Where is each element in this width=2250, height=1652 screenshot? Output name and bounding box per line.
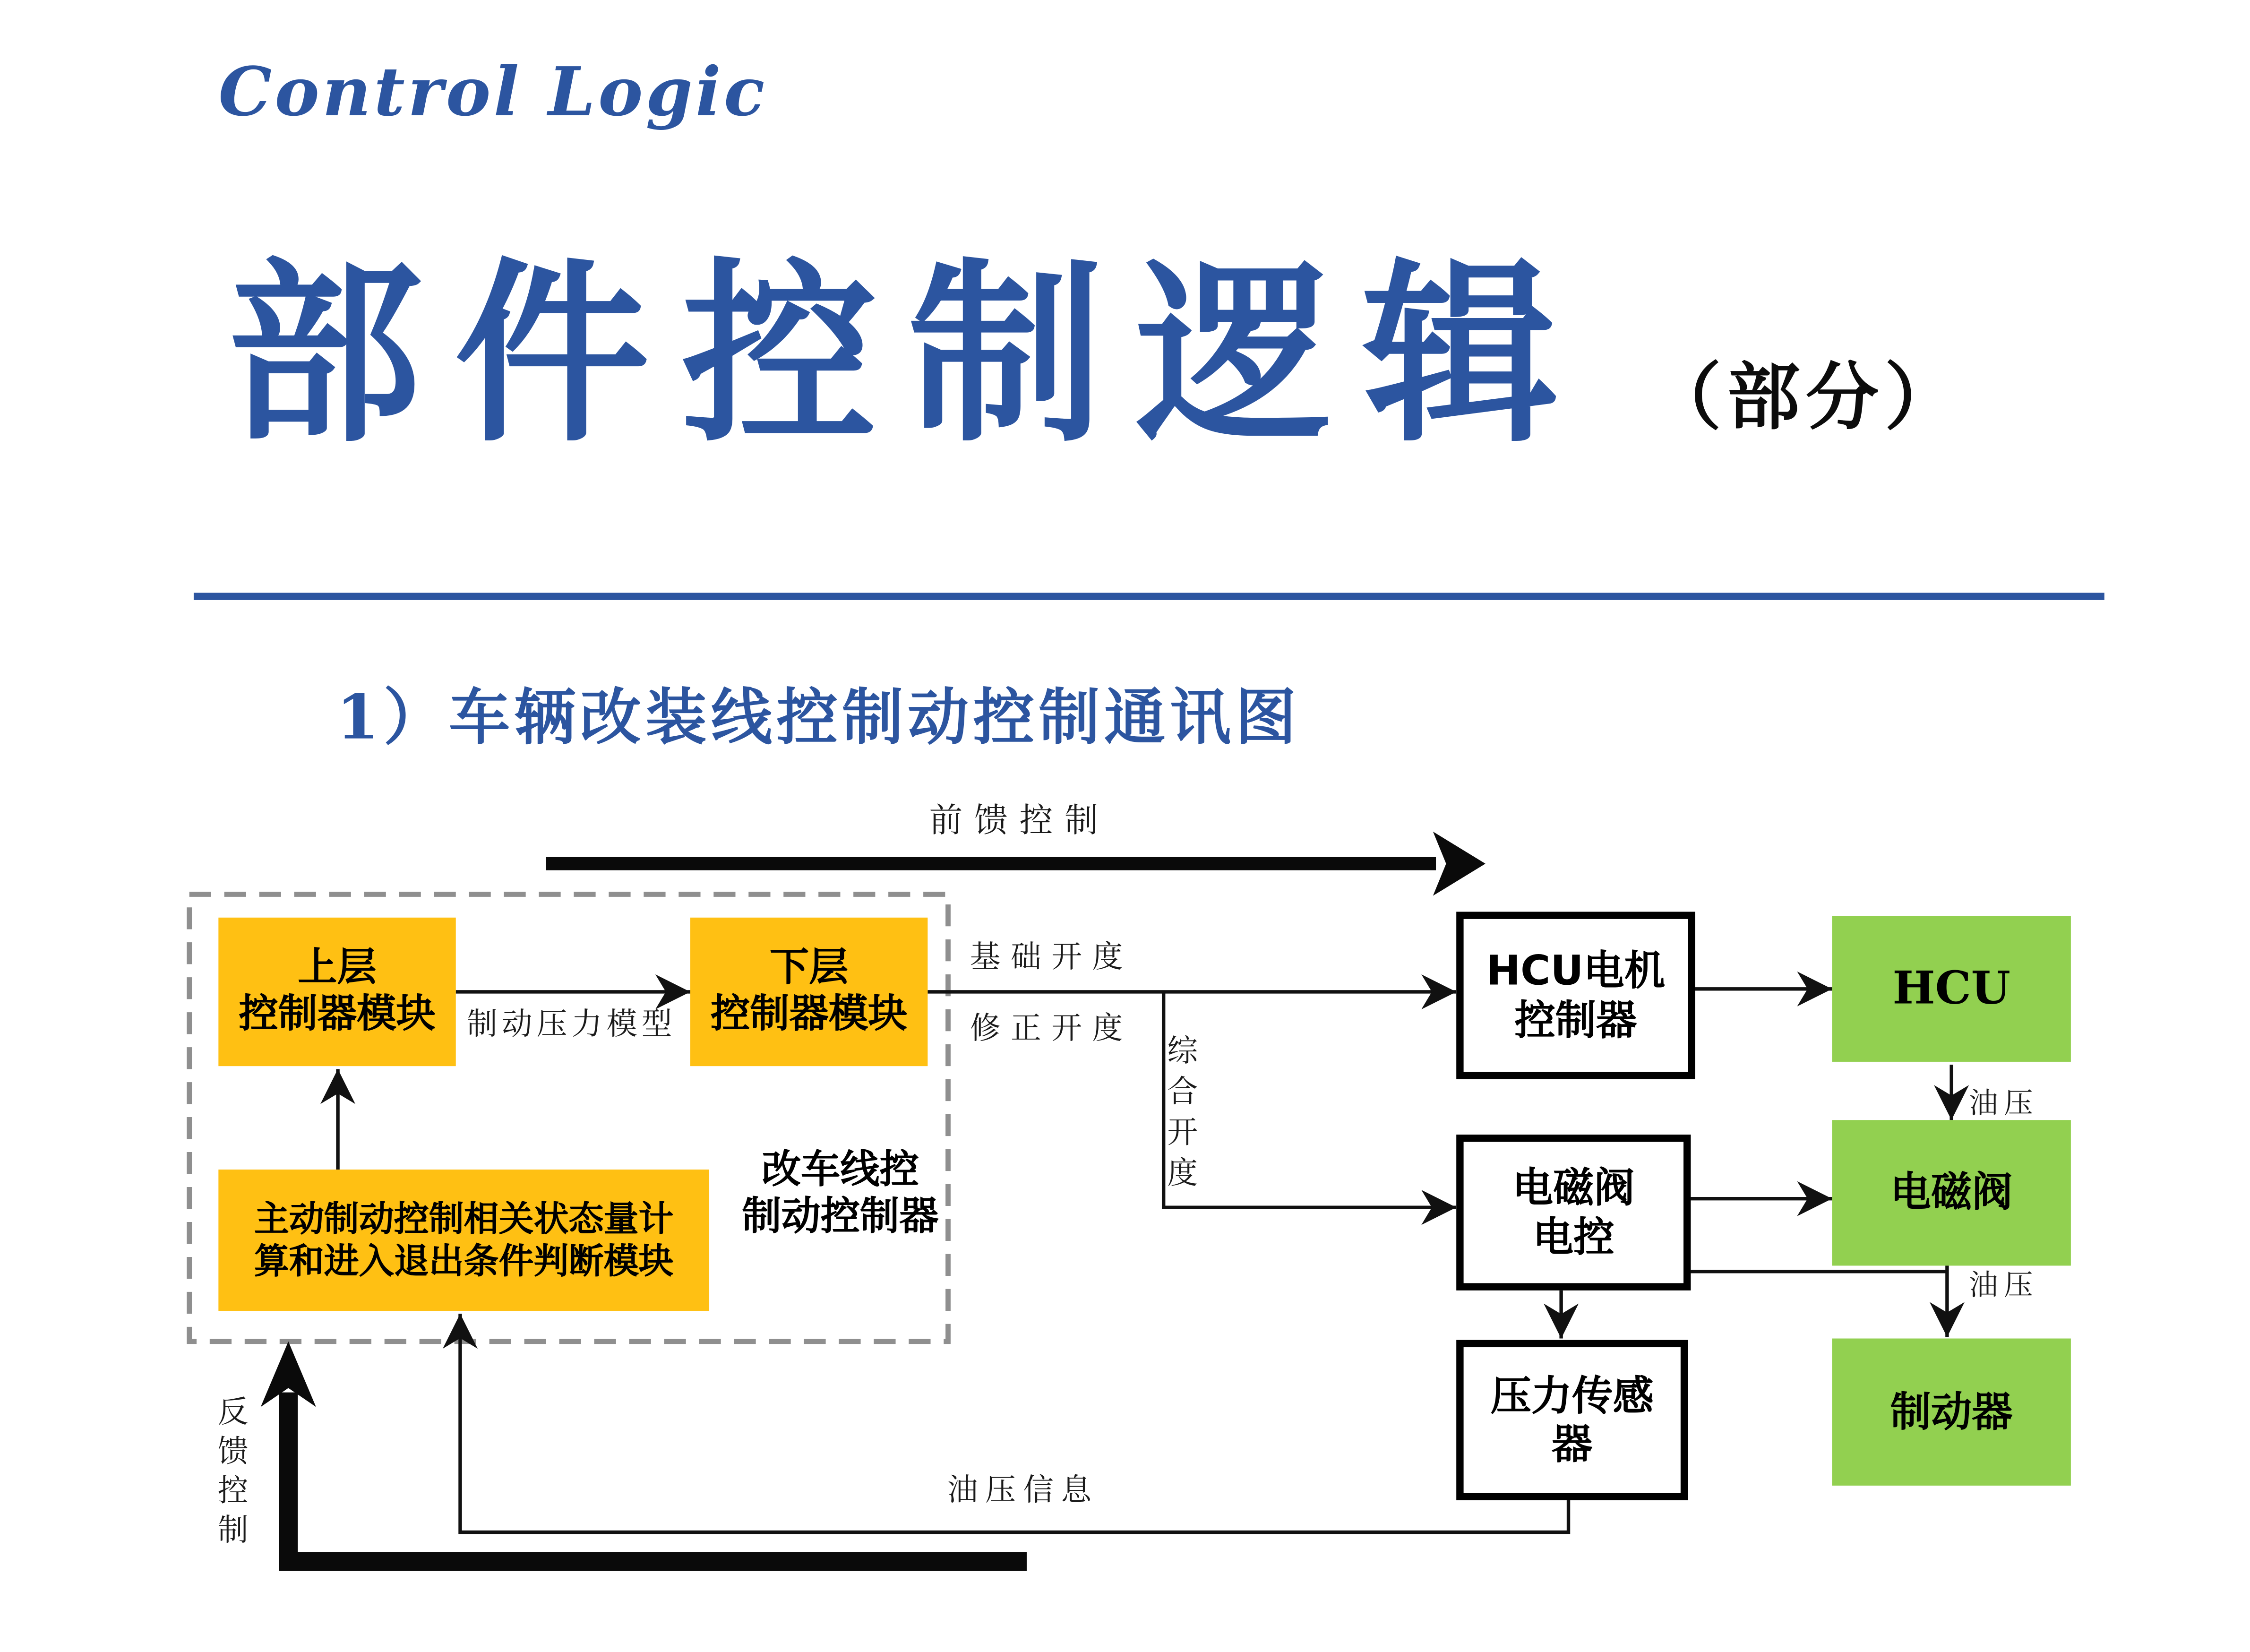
box-brake-line1: 制动器 — [1890, 1388, 2013, 1437]
box-hcu-motor-line1: HCU电机 — [1486, 947, 1666, 996]
section-heading: 1）车辆改装线控制动控制通讯图 — [336, 681, 1301, 753]
label-oil-pressure-to-valve: 油压 — [1969, 1085, 2039, 1120]
box-hcu-motor-line2: 控制器 — [1514, 995, 1637, 1044]
box-valve-ecu-line2: 电控 — [1532, 1212, 1615, 1261]
box-pressure-line2: 器 — [1552, 1420, 1593, 1468]
page-title-suffix: （部分） — [1649, 353, 1963, 440]
page-title-main: 部件控制逻辑 — [227, 239, 1590, 469]
box-valve-line1: 电磁阀 — [1890, 1169, 2013, 1217]
box-hcu-line1: HCU — [1892, 962, 2010, 1015]
box-state-line1: 主动制动控制相关状态量计 — [254, 1199, 674, 1240]
box-lower-controller — [690, 918, 927, 1066]
label-oil-pressure-info: 油压信息 — [947, 1472, 1099, 1508]
dashed-group-label — [716, 1148, 964, 1242]
box-upper-line2: 控制器模块 — [239, 991, 436, 1037]
box-valve-ecu-line1: 电磁阀 — [1512, 1164, 1635, 1213]
box-hcu-motor-controller — [1456, 912, 1695, 1079]
label-combined-opening: 综合开度 — [1163, 1034, 1199, 1197]
box-state-calculation-module — [218, 1170, 709, 1311]
label-brake-pressure-model: 制动压力模型 — [466, 1006, 677, 1041]
dashed-group-label-line2: 制动控制器 — [742, 1195, 939, 1240]
feedforward-arrowhead-icon — [1433, 832, 1486, 896]
box-pressure-line1: 压力传感 — [1490, 1372, 1654, 1420]
box-brake — [1832, 1339, 2070, 1486]
label-corrected-opening: 修正开度 — [970, 1011, 1133, 1046]
eyebrow-title: Control Logic — [218, 52, 768, 131]
box-hcu — [1832, 916, 2070, 1062]
box-state-line2: 算和进入退出条件判断模块 — [254, 1240, 674, 1281]
label-feedforward-control: 前馈控制 — [929, 802, 1110, 841]
box-upper-line1: 上层 — [298, 945, 377, 991]
dashed-group-label-line1: 改车线控 — [761, 1147, 919, 1193]
box-pressure-sensor — [1456, 1340, 1688, 1500]
box-solenoid-valve — [1832, 1120, 2070, 1265]
box-lower-line1: 下层 — [769, 945, 849, 991]
box-upper-controller — [218, 918, 455, 1066]
label-oil-pressure-to-brake: 油压 — [1969, 1267, 2039, 1302]
box-solenoid-valve-ecu — [1456, 1135, 1691, 1291]
arrow-branch-to-valve-ecu — [1164, 992, 1457, 1207]
label-feedback-control: 反馈控制 — [214, 1395, 249, 1553]
box-lower-line2: 控制器模块 — [711, 991, 908, 1037]
label-base-opening: 基础开度 — [970, 939, 1133, 974]
